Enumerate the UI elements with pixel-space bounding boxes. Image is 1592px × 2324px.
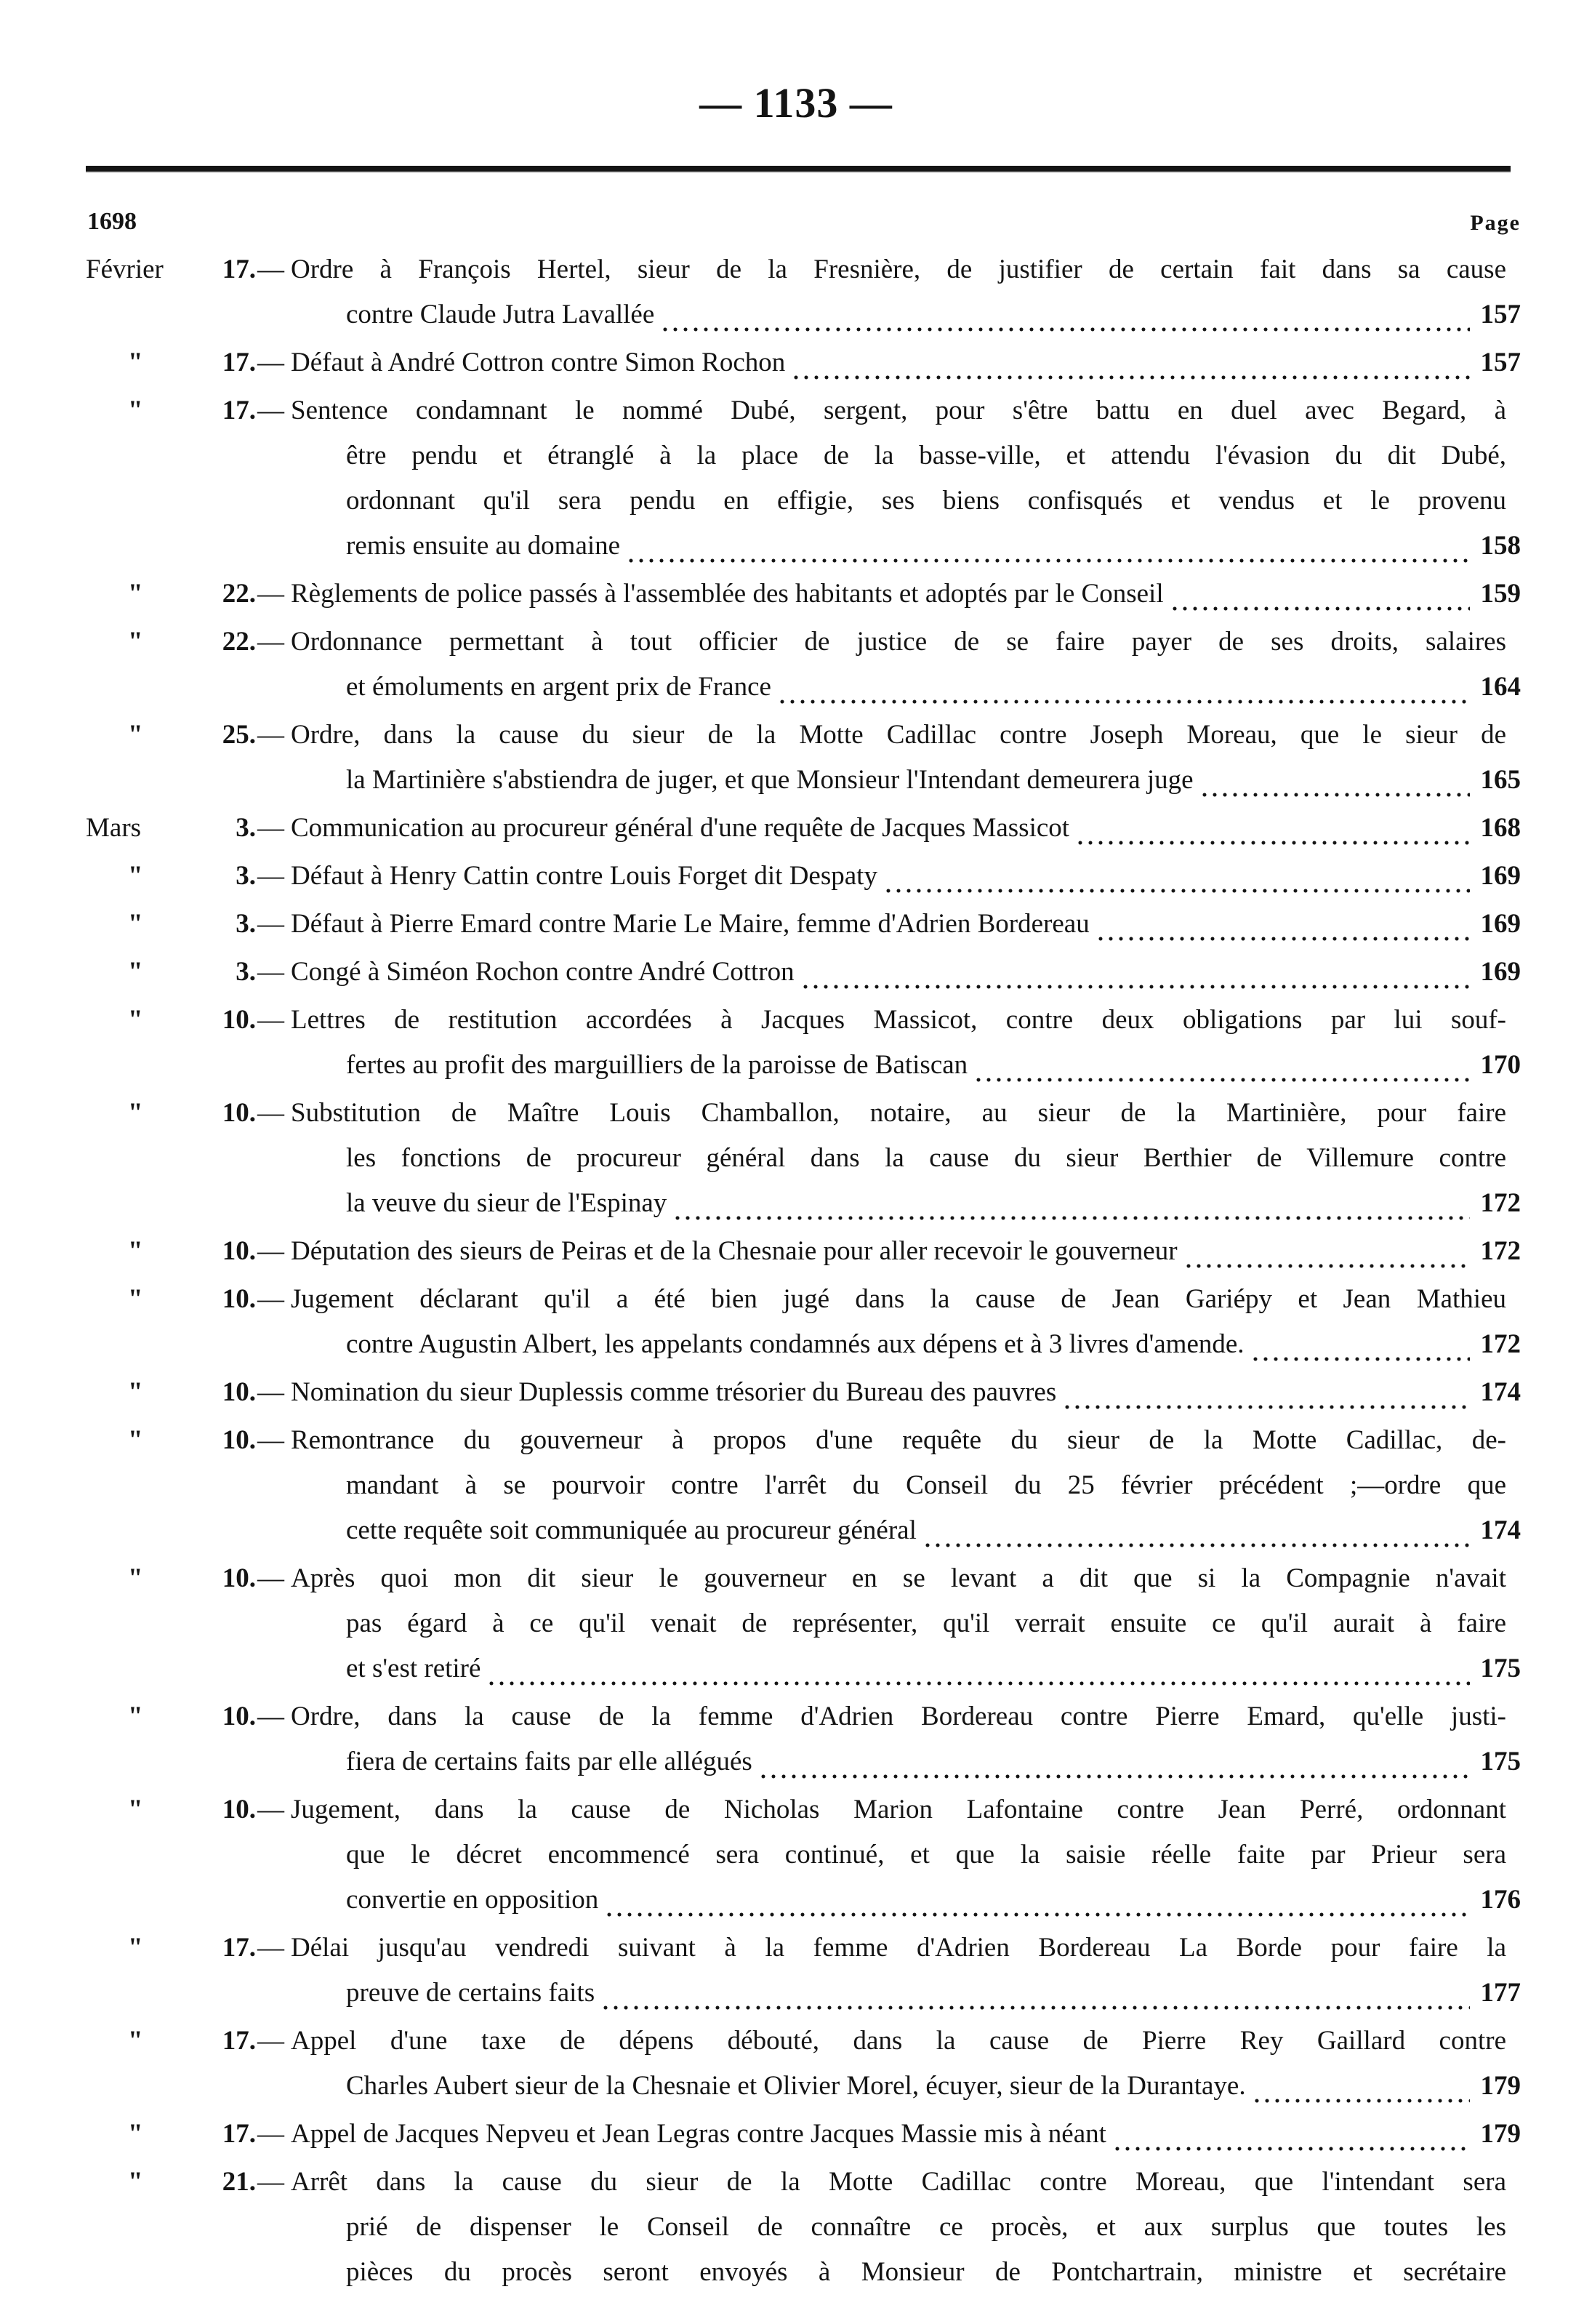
entry-line bbox=[0, 247, 1592, 292]
entry-list bbox=[0, 247, 1592, 2298]
ditto-mark: " bbox=[128, 957, 143, 987]
dot-leader bbox=[1252, 2064, 1470, 2109]
em-dash: — bbox=[257, 2167, 284, 2197]
day-number: 25. bbox=[222, 720, 256, 750]
em-dash: — bbox=[257, 627, 284, 657]
dot-leader bbox=[1250, 1322, 1470, 1367]
page-reference: 174 bbox=[1480, 1377, 1521, 1407]
entry-text: pièces du procès seront envoyés à Monsieur de Pontchartrain, ministre et secrétaire bbox=[346, 2257, 1506, 2287]
entry-text: Jugement déclarant qu'il a été bien jugé dans la cause de Jean Gariépy et Jean Mathieu bbox=[291, 1284, 1506, 1314]
entry-text: Substitution de Maître Louis Chamballon, notaire, au sieur de la Martinière, pour faire bbox=[291, 1098, 1506, 1128]
dot-leader bbox=[758, 1739, 1470, 1784]
entry-text-line bbox=[291, 340, 1476, 385]
entry-text-line bbox=[291, 572, 1476, 617]
entry-text: pas égard à ce qu'il venait de représenter, qu'il verrait ensuite ce qu'il aurait à faire bbox=[346, 1608, 1506, 1638]
entry-text: Lettres de restitution accordées à Jacques Massicot, contre deux obligations par lui souf- bbox=[291, 1005, 1506, 1035]
index-entry bbox=[0, 1370, 1592, 1415]
em-dash: — bbox=[257, 1005, 284, 1035]
day-number: 3. bbox=[236, 957, 256, 987]
dot-leader bbox=[1062, 1370, 1470, 1415]
entry-line bbox=[0, 572, 1592, 617]
day-number: 3. bbox=[236, 861, 256, 891]
ditto-mark: " bbox=[128, 1702, 143, 1731]
index-entry bbox=[0, 902, 1592, 947]
entry-text: remis ensuite au domaine bbox=[346, 531, 621, 561]
entry-line bbox=[0, 340, 1592, 385]
index-entry bbox=[0, 1418, 1592, 1553]
entry-line bbox=[0, 2064, 1592, 2109]
dot-leader bbox=[777, 665, 1470, 710]
entry-line bbox=[0, 1043, 1592, 1088]
index-entry bbox=[0, 1694, 1592, 1784]
entry-line bbox=[0, 620, 1592, 665]
page-reference: 170 bbox=[1480, 1050, 1521, 1080]
index-entry bbox=[0, 247, 1592, 337]
ditto-mark: " bbox=[128, 1005, 143, 1035]
entry-text-line bbox=[291, 2112, 1476, 2157]
entry-text: Arrêt dans la cause du sieur de la Motte Cadillac contre Moreau, que l'intendant sera bbox=[291, 2167, 1506, 2197]
ditto-mark: " bbox=[128, 909, 143, 939]
entry-line bbox=[0, 1277, 1592, 1322]
em-dash: — bbox=[257, 1098, 284, 1128]
entry-line bbox=[0, 1556, 1592, 1601]
day-number: 21. bbox=[222, 2167, 256, 2197]
index-entry bbox=[0, 713, 1592, 803]
entry-line bbox=[0, 998, 1592, 1043]
page-reference: 177 bbox=[1480, 1978, 1521, 2008]
entry-text-line bbox=[346, 2064, 1476, 2109]
entry-text-line bbox=[346, 1646, 1476, 1691]
index-entry bbox=[0, 2160, 1592, 2295]
entry-text-line bbox=[291, 806, 1476, 851]
day-number: 10. bbox=[222, 1098, 256, 1128]
entry-line bbox=[0, 2112, 1592, 2157]
entry-text: fiera de certains faits par elle allégués bbox=[346, 1747, 752, 1776]
ditto-mark: " bbox=[128, 1425, 143, 1455]
entry-line bbox=[0, 2205, 1592, 2250]
em-dash: — bbox=[257, 1563, 284, 1593]
dot-leader bbox=[626, 524, 1470, 569]
em-dash: — bbox=[257, 1795, 284, 1824]
index-entry bbox=[0, 998, 1592, 1088]
entry-text-line bbox=[291, 1370, 1476, 1415]
ditto-mark: " bbox=[128, 1933, 143, 1963]
em-dash: — bbox=[257, 1236, 284, 1266]
ditto-mark: " bbox=[128, 1563, 143, 1593]
page-reference: 172 bbox=[1480, 1188, 1521, 1218]
page-reference: 175 bbox=[1480, 1747, 1521, 1776]
entry-line bbox=[0, 433, 1592, 478]
page-number: — 1133 — bbox=[699, 79, 893, 127]
entry-line bbox=[0, 1971, 1592, 2016]
entry-text-line bbox=[291, 950, 1476, 995]
em-dash: — bbox=[257, 861, 284, 891]
entry-text: Défaut à Henry Cattin contre Louis Forget dit Despaty bbox=[291, 861, 877, 891]
entry-text: Ordre, dans la cause de la femme d'Adrien Bordereau contre Pierre Emard, qu'elle justi- bbox=[291, 1702, 1506, 1731]
entry-line bbox=[0, 388, 1592, 433]
entry-text: convertie en opposition bbox=[346, 1885, 599, 1915]
day-number: 17. bbox=[222, 255, 256, 284]
entry-line bbox=[0, 1322, 1592, 1367]
dot-leader bbox=[800, 950, 1470, 995]
entry-text: cette requête soit communiquée au procureur général bbox=[346, 1515, 917, 1545]
entry-line bbox=[0, 713, 1592, 758]
entry-line bbox=[0, 665, 1592, 710]
entry-text-line bbox=[291, 1229, 1476, 1274]
entry-line bbox=[0, 2250, 1592, 2295]
ditto-mark: " bbox=[128, 861, 143, 891]
dot-leader bbox=[672, 1181, 1470, 1226]
ditto-mark: " bbox=[128, 348, 143, 377]
entry-text-line bbox=[346, 1181, 1476, 1226]
entry-text: être pendu et étranglé à la place de la basse-ville, et attendu l'évasion du dit Dubé, bbox=[346, 441, 1506, 470]
page-reference: 157 bbox=[1480, 300, 1521, 329]
entry-line bbox=[0, 1832, 1592, 1878]
em-dash: — bbox=[257, 2026, 284, 2056]
entry-text: ordonnant qu'il sera pendu en effigie, ses biens confisqués et vendus et le provenu bbox=[346, 486, 1506, 516]
entry-text: Défaut à André Cottron contre Simon Rochon bbox=[291, 348, 786, 377]
entry-text-line bbox=[346, 1878, 1476, 1923]
ditto-mark: " bbox=[128, 2167, 143, 2197]
ditto-mark: " bbox=[128, 720, 143, 750]
index-entry bbox=[0, 1787, 1592, 1923]
page-reference: 179 bbox=[1480, 2071, 1521, 2101]
entry-line bbox=[0, 806, 1592, 851]
entry-text-line bbox=[346, 1322, 1476, 1367]
entry-text-line bbox=[346, 1739, 1476, 1784]
entry-text: que le décret encommencé sera continué, et que la saisie réelle faite par Prieur sera bbox=[346, 1840, 1506, 1870]
dot-leader bbox=[660, 292, 1470, 337]
entry-line bbox=[0, 1739, 1592, 1784]
em-dash: — bbox=[257, 1284, 284, 1314]
index-entry bbox=[0, 1926, 1592, 2016]
entry-line bbox=[0, 1136, 1592, 1181]
page-reference: 158 bbox=[1480, 531, 1521, 561]
day-number: 10. bbox=[222, 1236, 256, 1266]
entry-text: Sentence condamnant le nommé Dubé, sergent, pour s'être battu en duel avec Begard, à bbox=[291, 396, 1506, 425]
dot-leader bbox=[973, 1043, 1470, 1088]
entry-line bbox=[0, 478, 1592, 524]
ditto-mark: " bbox=[128, 579, 143, 609]
page-reference: 159 bbox=[1480, 579, 1521, 609]
entry-line bbox=[0, 1787, 1592, 1832]
entry-line bbox=[0, 1091, 1592, 1136]
day-number: 10. bbox=[222, 1425, 256, 1455]
ditto-mark: " bbox=[128, 396, 143, 425]
entry-text: les fonctions de procureur général dans la cause du sieur Berthier de Villemure contre bbox=[346, 1143, 1506, 1173]
day-number: 10. bbox=[222, 1702, 256, 1731]
entry-text: Communication au procureur général d'une requête de Jacques Massicot bbox=[291, 813, 1070, 843]
entry-text: Après quoi mon dit sieur le gouverneur en se levant a dit que si la Compagnie n'avait bbox=[291, 1563, 1506, 1593]
entry-text: Défaut à Pierre Emard contre Marie Le Maire, femme d'Adrien Bordereau bbox=[291, 909, 1090, 939]
entry-text: prié de dispenser le Conseil de connaître ce procès, et aux surplus que toutes les bbox=[346, 2212, 1506, 2242]
index-entry bbox=[0, 1229, 1592, 1274]
entry-text: Remontrance du gouverneur à propos d'une requête du sieur de la Motte Cadillac, de- bbox=[291, 1425, 1506, 1455]
page-reference: 175 bbox=[1480, 1654, 1521, 1683]
entry-text: Nomination du sieur Duplessis comme trésorier du Bureau des pauvres bbox=[291, 1377, 1057, 1407]
entry-line bbox=[0, 758, 1592, 803]
entry-text: Appel de Jacques Nepveu et Jean Legras contre Jacques Massie mis à néant bbox=[291, 2119, 1106, 2149]
index-entry bbox=[0, 806, 1592, 851]
index-entry bbox=[0, 1556, 1592, 1691]
entry-line bbox=[0, 854, 1592, 899]
index-entry bbox=[0, 854, 1592, 899]
page-reference: 172 bbox=[1480, 1329, 1521, 1359]
day-number: 3. bbox=[236, 909, 256, 939]
day-number: 3. bbox=[236, 813, 256, 843]
page-reference: 169 bbox=[1480, 861, 1521, 891]
entry-text-line bbox=[346, 665, 1476, 710]
month-label: Février bbox=[86, 255, 164, 284]
index-entry bbox=[0, 572, 1592, 617]
index-entry bbox=[0, 2019, 1592, 2109]
dot-leader bbox=[486, 1646, 1470, 1691]
day-number: 10. bbox=[222, 1563, 256, 1593]
em-dash: — bbox=[257, 1425, 284, 1455]
page-reference: 164 bbox=[1480, 672, 1521, 702]
day-number: 17. bbox=[222, 2026, 256, 2056]
entry-line bbox=[0, 950, 1592, 995]
ditto-mark: " bbox=[128, 1795, 143, 1824]
dot-leader bbox=[883, 854, 1470, 899]
index-entry bbox=[0, 1277, 1592, 1367]
ditto-mark: " bbox=[128, 1098, 143, 1128]
day-number: 10. bbox=[222, 1284, 256, 1314]
dot-leader bbox=[1199, 758, 1470, 803]
entry-text: Ordre, dans la cause du sieur de la Motte Cadillac contre Joseph Moreau, que le sieur de bbox=[291, 720, 1506, 750]
entry-line bbox=[0, 1878, 1592, 1923]
day-number: 22. bbox=[222, 627, 256, 657]
year-heading: 1698 bbox=[87, 208, 137, 235]
dot-leader bbox=[1183, 1229, 1470, 1274]
entry-text: contre Claude Jutra Lavallée bbox=[346, 300, 655, 329]
ditto-mark: " bbox=[128, 2119, 143, 2149]
em-dash: — bbox=[257, 957, 284, 987]
entry-line bbox=[0, 1926, 1592, 1971]
index-entry bbox=[0, 620, 1592, 710]
entry-text: et s'est retiré bbox=[346, 1654, 481, 1683]
entry-text-line bbox=[291, 854, 1476, 899]
page-reference: 179 bbox=[1480, 2119, 1521, 2149]
entry-text: la Martinière s'abstiendra de juger, et que Monsieur l'Intendant demeurera juge bbox=[346, 765, 1194, 795]
entry-text: preuve de certains faits bbox=[346, 1978, 595, 2008]
entry-text-line bbox=[346, 1508, 1476, 1553]
em-dash: — bbox=[257, 720, 284, 750]
entry-text: Députation des sieurs de Peiras et de la Chesnaie pour aller recevoir le gouverneur bbox=[291, 1236, 1178, 1266]
entry-text: Ordre à François Hertel, sieur de la Fresnière, de justifier de certain fait dans sa cause bbox=[291, 255, 1506, 284]
ditto-mark: " bbox=[128, 627, 143, 657]
em-dash: — bbox=[257, 813, 284, 843]
page-reference: 168 bbox=[1480, 813, 1521, 843]
page-reference: 165 bbox=[1480, 765, 1521, 795]
dot-leader bbox=[1095, 902, 1470, 947]
entry-line bbox=[0, 2160, 1592, 2205]
index-entry bbox=[0, 388, 1592, 569]
entry-line bbox=[0, 902, 1592, 947]
dot-leader bbox=[600, 1971, 1470, 2016]
entry-text: Jugement, dans la cause de Nicholas Marion Lafontaine contre Jean Perré, ordonnant bbox=[291, 1795, 1506, 1824]
ditto-mark: " bbox=[128, 1236, 143, 1266]
page-reference: 157 bbox=[1480, 348, 1521, 377]
header-rule bbox=[86, 166, 1511, 172]
index-entry bbox=[0, 1091, 1592, 1226]
entry-text-line bbox=[291, 902, 1476, 947]
page-reference: 169 bbox=[1480, 909, 1521, 939]
page-reference: 174 bbox=[1480, 1515, 1521, 1545]
entry-text: Ordonnance permettant à tout officier de justice de se faire payer de ses droits, salaires bbox=[291, 627, 1506, 657]
entry-line bbox=[0, 292, 1592, 337]
entry-line bbox=[0, 1646, 1592, 1691]
em-dash: — bbox=[257, 2119, 284, 2149]
entry-text: mandant à se pourvoir contre l'arrêt du Conseil du 25 février précédent ;—ordre que bbox=[346, 1470, 1506, 1500]
entry-text-line bbox=[346, 1043, 1476, 1088]
entry-text: Charles Aubert sieur de la Chesnaie et Olivier Morel, écuyer, sieur de la Durantaye. bbox=[346, 2071, 1246, 2101]
day-number: 17. bbox=[222, 2119, 256, 2149]
em-dash: — bbox=[257, 1933, 284, 1963]
entry-text: Congé à Siméon Rochon contre André Cottron bbox=[291, 957, 795, 987]
dot-leader bbox=[1075, 806, 1470, 851]
entry-line bbox=[0, 1181, 1592, 1226]
entry-text: contre Augustin Albert, les appelants condamnés aux dépens et à 3 livres d'amende. bbox=[346, 1329, 1245, 1359]
entry-line bbox=[0, 1418, 1592, 1463]
index-entry bbox=[0, 950, 1592, 995]
entry-line bbox=[0, 1463, 1592, 1508]
entry-text-line bbox=[346, 1971, 1476, 2016]
em-dash: — bbox=[257, 396, 284, 425]
dot-leader bbox=[604, 1878, 1470, 1923]
page-column-heading: Page bbox=[1470, 211, 1521, 235]
entry-text: Règlements de police passés à l'assemblée des habitants et adoptés par le Conseil bbox=[291, 579, 1164, 609]
entry-line bbox=[0, 1601, 1592, 1646]
ditto-mark: " bbox=[128, 1284, 143, 1314]
entry-text: fertes au profit des marguilliers de la paroisse de Batiscan bbox=[346, 1050, 968, 1080]
dot-leader bbox=[1112, 2112, 1470, 2157]
dot-leader bbox=[791, 340, 1470, 385]
entry-text: la veuve du sieur de l'Espinay bbox=[346, 1188, 667, 1218]
entry-text: Appel d'une taxe de dépens débouté, dans la cause de Pierre Rey Gaillard contre bbox=[291, 2026, 1506, 2056]
em-dash: — bbox=[257, 255, 284, 284]
em-dash: — bbox=[257, 348, 284, 377]
page-reference: 176 bbox=[1480, 1885, 1521, 1915]
day-number: 17. bbox=[222, 1933, 256, 1963]
entry-line bbox=[0, 1229, 1592, 1274]
entry-line bbox=[0, 2019, 1592, 2064]
index-entry bbox=[0, 340, 1592, 385]
page-reference: 169 bbox=[1480, 957, 1521, 987]
page-reference: 172 bbox=[1480, 1236, 1521, 1266]
entry-text-line bbox=[346, 292, 1476, 337]
day-number: 10. bbox=[222, 1377, 256, 1407]
dot-leader bbox=[1170, 572, 1470, 617]
em-dash: — bbox=[257, 1377, 284, 1407]
ditto-mark: " bbox=[128, 1377, 143, 1407]
em-dash: — bbox=[257, 579, 284, 609]
entry-line bbox=[0, 1508, 1592, 1553]
entry-line bbox=[0, 1370, 1592, 1415]
entry-text-line bbox=[346, 524, 1476, 569]
day-number: 17. bbox=[222, 396, 256, 425]
entry-text-line bbox=[346, 758, 1476, 803]
index-entry bbox=[0, 2112, 1592, 2157]
ditto-mark: " bbox=[128, 2026, 143, 2056]
em-dash: — bbox=[257, 909, 284, 939]
entry-line bbox=[0, 1694, 1592, 1739]
day-number: 22. bbox=[222, 579, 256, 609]
entry-text: Délai jusqu'au vendredi suivant à la femme d'Adrien Bordereau La Borde pour faire la bbox=[291, 1933, 1506, 1963]
entry-line bbox=[0, 524, 1592, 569]
month-label: Mars bbox=[86, 813, 142, 843]
entry-text: et émoluments en argent prix de France bbox=[346, 672, 771, 702]
day-number: 10. bbox=[222, 1795, 256, 1824]
day-number: 10. bbox=[222, 1005, 256, 1035]
em-dash: — bbox=[257, 1702, 284, 1731]
dot-leader bbox=[922, 1508, 1470, 1553]
day-number: 17. bbox=[222, 348, 256, 377]
